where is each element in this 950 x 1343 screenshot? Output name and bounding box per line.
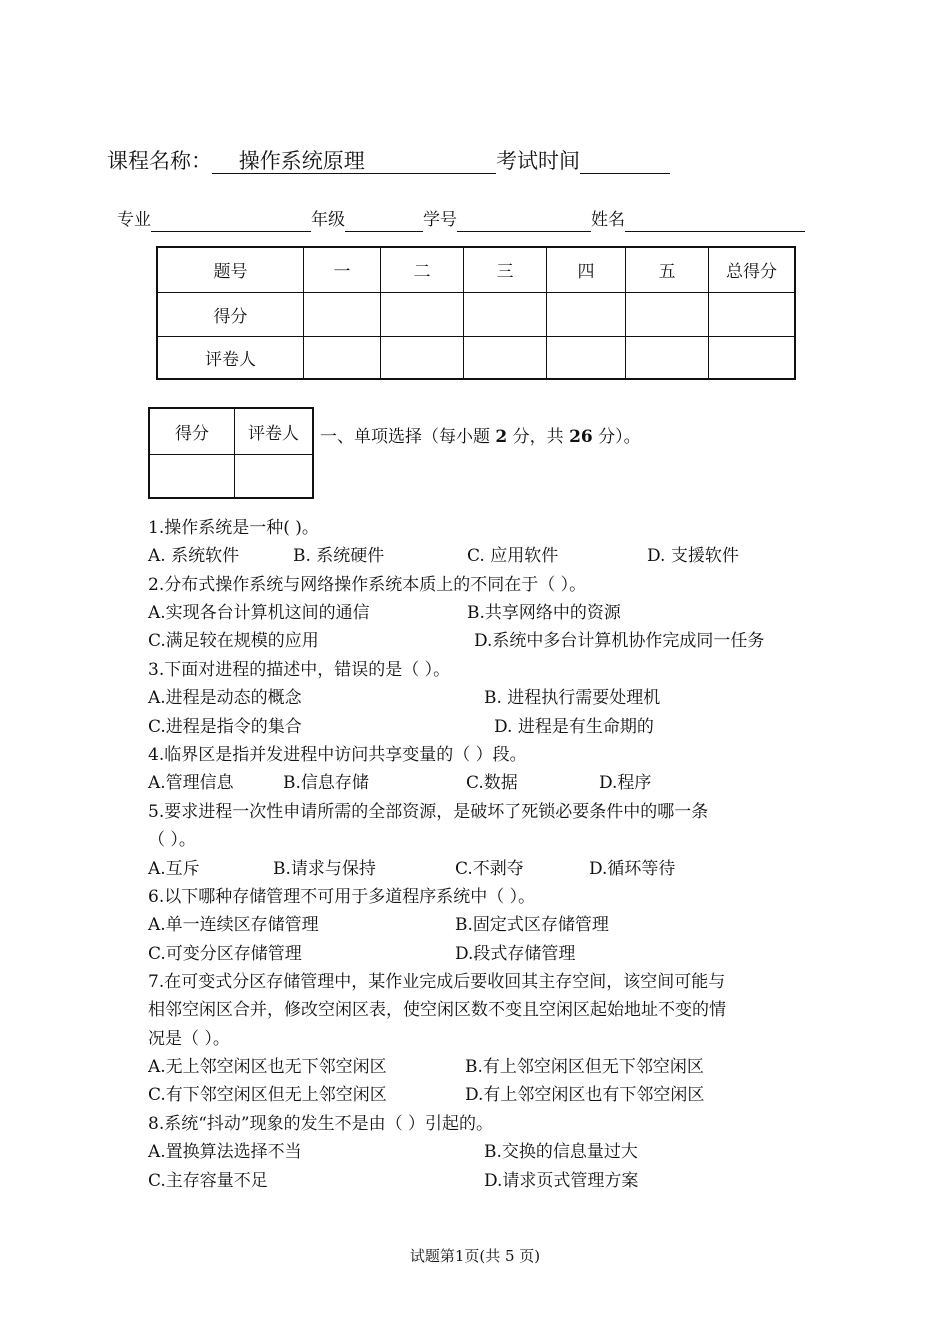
option: C.可变分区存储管理: [148, 944, 302, 964]
option: A.无上邻空闲区也无下邻空闲区: [148, 1057, 387, 1077]
option: A.进程是动态的概念: [148, 688, 302, 708]
grader-cell[interactable]: [304, 336, 381, 379]
question-stem: 6.以下哪种存储管理不可用于多道程序系统中（ ）。: [148, 887, 536, 907]
option: D. 支援软件: [647, 546, 739, 566]
score-header: 四: [547, 247, 626, 292]
score-cell[interactable]: [304, 292, 381, 336]
option: B.共享网络中的资源: [467, 603, 621, 623]
question-stem: 3.下面对进程的描述中，错误的是（ ）。: [148, 660, 451, 680]
question-stem: 8.系统“抖动”现象的发生不是由（ ）引起的。: [148, 1114, 494, 1134]
question-stem-cont: 相邻空闲区合并，修改空闲区表，使空闲区数不变且空闲区起始地址不变的情: [148, 1000, 726, 1020]
score-header: 总得分: [709, 247, 796, 292]
grader-cell[interactable]: [547, 336, 626, 379]
option: A.互斥: [148, 859, 200, 879]
course-name-field: [212, 149, 496, 174]
score-header: 五: [626, 247, 709, 292]
grade-label: 年级: [311, 210, 345, 230]
question-stem: 7.在可变式分区存储管理中，某作业完成后要收回其主存空间，该空间可能与: [148, 972, 726, 992]
score-header: 一: [304, 247, 381, 292]
question-stem-cont: （ ）。: [148, 830, 196, 850]
course-name: 操作系统原理: [238, 149, 365, 173]
option: B.有上邻空闲区但无下邻空闲区: [465, 1057, 704, 1077]
question-stem: 1.操作系统是一种( )。: [148, 518, 319, 538]
option: D.请求页式管理方案: [484, 1171, 639, 1191]
major-field: [151, 211, 311, 232]
option: D.有上邻空闲区也有下邻空闲区: [465, 1085, 705, 1105]
question-stem: 2.分布式操作系统与网络操作系统本质上的不同在于（ ）。: [148, 575, 587, 595]
option: C.不剥夺: [455, 859, 524, 879]
score-cell[interactable]: [464, 292, 547, 336]
score-cell[interactable]: [709, 292, 796, 336]
section-score-box: [148, 407, 314, 499]
score-header: 三: [464, 247, 547, 292]
option: A. 系统软件: [148, 546, 240, 566]
course-title-line: [107, 145, 670, 175]
student-id-field: [457, 211, 591, 232]
option: A.单一连续区存储管理: [148, 915, 319, 935]
score-cell[interactable]: [381, 292, 464, 336]
option: C. 应用软件: [467, 546, 559, 566]
grader-cell[interactable]: [626, 336, 709, 379]
option: C.进程是指令的集合: [148, 717, 302, 737]
option: C.数据: [466, 773, 518, 793]
option: C.满足较在规模的应用: [148, 631, 319, 651]
question-stem-cont: 况是（ ）。: [148, 1029, 230, 1049]
question-stem: 4.临界区是指并发进程中访问共享变量的（ ）段。: [148, 745, 527, 765]
student-id-label: 学号: [423, 210, 457, 230]
option: A.实现各台计算机这间的通信: [148, 603, 370, 623]
option: D.系统中多台计算机协作完成同一任务: [474, 631, 765, 651]
exam-time-label: 考试时间: [496, 149, 580, 173]
score-header: 题号: [157, 247, 304, 292]
grader-cell[interactable]: [381, 336, 464, 379]
section-score-label: 得分: [149, 408, 235, 454]
option: D.段式存储管理: [455, 944, 576, 964]
name-field: [625, 211, 805, 232]
score-table: [156, 246, 796, 380]
option: C.主存容量不足: [148, 1171, 268, 1191]
name-label: 姓名: [591, 210, 625, 230]
option: A.管理信息: [148, 773, 234, 793]
section-grader-cell[interactable]: [235, 454, 314, 498]
grader-row-label: 评卷人: [157, 336, 304, 379]
score-header: 二: [381, 247, 464, 292]
points-total: 26: [569, 427, 593, 447]
option: B.请求与保持: [273, 859, 376, 879]
grader-cell[interactable]: [464, 336, 547, 379]
section-score-cell[interactable]: [149, 454, 235, 498]
option: B. 系统硬件: [293, 546, 385, 566]
option: B.信息存储: [283, 773, 369, 793]
major-label: 专业: [117, 210, 151, 230]
grader-cell[interactable]: [709, 336, 796, 379]
question-stem: 5.要求进程一次性申请所需的全部资源，是破坏了死锁必要条件中的哪一条: [148, 802, 709, 822]
student-info-line: [117, 205, 805, 232]
option: B.交换的信息量过大: [484, 1142, 638, 1162]
option: A.置换算法选择不当: [148, 1142, 302, 1162]
option: B.固定式区存储管理: [455, 915, 609, 935]
score-cell[interactable]: [547, 292, 626, 336]
section-grader-label: 评卷人: [235, 408, 314, 454]
option: C.有下邻空闲区但无上邻空闲区: [148, 1085, 387, 1105]
grade-field: [345, 211, 423, 232]
score-row-label: 得分: [157, 292, 304, 336]
option: D. 进程是有生命期的: [494, 717, 654, 737]
option: D.程序: [599, 773, 652, 793]
option: D.循环等待: [589, 859, 676, 879]
option: B. 进程执行需要处理机: [484, 688, 661, 708]
exam-time-field: [580, 149, 670, 174]
page-footer: 试题第1页(共 5 页): [409, 1247, 541, 1265]
section-title: 一、单项选择（每小题 2 分，共 26 分）。: [320, 427, 641, 447]
course-label: 课程名称：: [107, 149, 212, 173]
points-each: 2: [495, 427, 508, 447]
score-cell[interactable]: [626, 292, 709, 336]
